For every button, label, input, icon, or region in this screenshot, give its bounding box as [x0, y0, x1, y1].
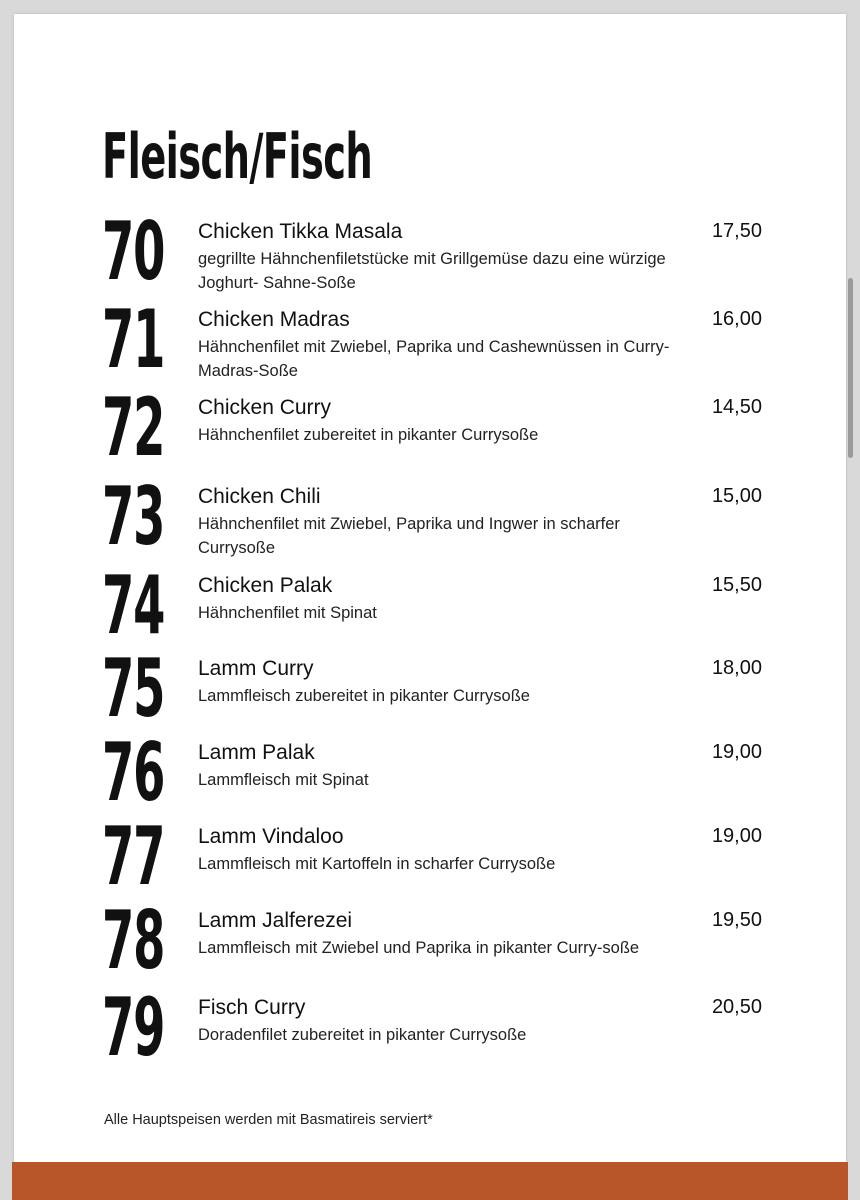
- item-name: Chicken Palak: [198, 574, 333, 597]
- item-number: 75: [102, 642, 165, 735]
- footnote: Alle Hauptspeisen werden mit Basmatireis serviert*: [104, 1112, 433, 1128]
- menu-item: [0, 810, 860, 905]
- item-description: Lammfleisch mit Zwiebel und Paprika in pikanter Curry-soße: [198, 939, 640, 957]
- item-description: Hähnchenfilet zubereitet in pikanter Currysoße: [198, 426, 539, 444]
- item-number: 76: [102, 726, 165, 819]
- item-number: 70: [102, 205, 165, 298]
- item-name: Chicken Chili: [198, 485, 321, 508]
- item-name: Lamm Curry: [198, 657, 314, 680]
- item-number: 72: [102, 381, 165, 474]
- menu-item: [0, 642, 860, 737]
- item-price: 14,50: [711, 396, 762, 418]
- item-price: 16,00: [711, 308, 762, 330]
- item-price: 20,50: [711, 996, 762, 1018]
- section-title: Fleisch/Fisch: [102, 120, 373, 193]
- item-description: Lammfleisch mit Kartoffeln in scharfer Currysoße: [198, 855, 556, 873]
- item-name: Chicken Madras: [198, 308, 350, 331]
- item-price: 18,00: [711, 657, 762, 679]
- item-price: 17,50: [711, 220, 762, 242]
- item-description: Hähnchenfilet mit Zwiebel, Paprika und Cashewnüssen in Curry-Madras-Soße: [198, 338, 670, 380]
- menu-item: [0, 205, 860, 300]
- item-price: 19,50: [711, 909, 762, 931]
- menu-item: [0, 726, 860, 821]
- item-description: gegrillte Hähnchenfiletstücke mit Grillgemüse dazu eine würzige Joghurt- Sahne-Soße: [198, 250, 666, 292]
- menu-item: [0, 470, 860, 565]
- item-price: 15,50: [711, 574, 762, 596]
- item-number: 77: [102, 810, 165, 903]
- item-description: Hähnchenfilet mit Spinat: [198, 604, 377, 622]
- item-description: Hähnchenfilet mit Zwiebel, Paprika und Ingwer in scharfer Currysoße: [198, 515, 620, 557]
- item-name: Lamm Jalferezei: [198, 909, 353, 932]
- item-number: 71: [102, 293, 165, 386]
- item-name: Chicken Curry: [198, 396, 332, 419]
- item-price: 19,00: [711, 741, 762, 763]
- item-number: 73: [102, 470, 165, 563]
- item-description: Lammfleisch zubereitet in pikanter Currysoße: [198, 687, 530, 705]
- item-name: Fisch Curry: [198, 996, 306, 1019]
- menu-item: [0, 381, 860, 476]
- menu-item: [0, 894, 860, 989]
- item-number: 74: [102, 559, 165, 652]
- menu-item: [0, 981, 860, 1076]
- item-price: 15,00: [711, 485, 762, 507]
- item-name: Lamm Palak: [198, 741, 315, 764]
- accent-bar: [12, 1162, 848, 1200]
- item-number: 78: [102, 894, 165, 987]
- item-description: Doradenfilet zubereitet in pikanter Currysoße: [198, 1026, 527, 1044]
- menu-item: [0, 293, 860, 388]
- item-description: Lammfleisch mit Spinat: [198, 771, 369, 789]
- item-name: Chicken Tikka Masala: [198, 220, 403, 243]
- item-number: 79: [102, 981, 165, 1074]
- item-price: 19,00: [711, 825, 762, 847]
- item-name: Lamm Vindaloo: [198, 825, 344, 848]
